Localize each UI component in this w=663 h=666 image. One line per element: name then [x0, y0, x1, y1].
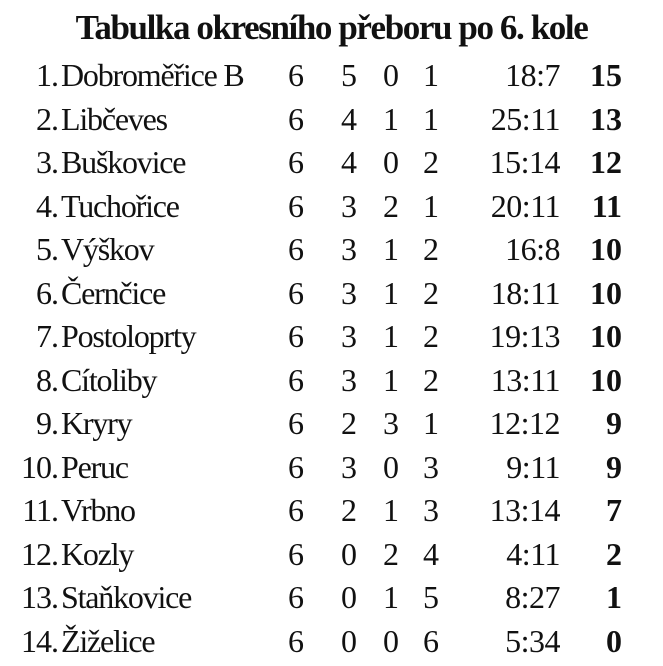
played-cell: 6: [288, 144, 304, 180]
losses-cell: 6: [423, 622, 439, 659]
team-name-cell: Buškovice: [61, 144, 186, 180]
draws-cell: 0: [383, 144, 399, 180]
wins-cell: 2: [341, 492, 357, 528]
score-cell: 18:11: [490, 274, 560, 311]
position-cell: 14.: [21, 622, 58, 659]
wins-cell: 3: [341, 361, 357, 398]
losses-cell: 3: [423, 448, 439, 485]
losses-cell: 1: [423, 405, 439, 441]
points-cell: 11: [591, 187, 622, 224]
table-row: [0, 533, 663, 577]
table-row: [0, 141, 663, 185]
draws-cell: 1: [383, 492, 399, 528]
played-cell: 6: [288, 231, 304, 267]
losses-cell: 2: [423, 274, 439, 311]
wins-cell: 3: [341, 318, 357, 354]
points-cell: 10: [590, 361, 622, 398]
position-cell: 10.: [21, 448, 58, 485]
losses-cell: 5: [423, 579, 439, 615]
position-cell: 3.: [36, 144, 58, 180]
losses-cell: 2: [423, 361, 439, 398]
team-name-cell: Cítoliby: [61, 361, 157, 398]
score-cell: 20:11: [490, 187, 560, 224]
team-name-cell: Výškov: [61, 231, 154, 267]
played-cell: 6: [288, 100, 304, 137]
wins-cell: 2: [341, 405, 357, 441]
played-cell: 6: [288, 57, 304, 93]
team-name-cell: Žiželice: [61, 622, 155, 659]
points-cell: 10: [590, 274, 622, 311]
points-cell: 1: [606, 579, 622, 615]
table-row: [0, 185, 663, 229]
table-row: [0, 359, 663, 403]
losses-cell: 1: [423, 187, 439, 224]
team-name-cell: Kryry: [61, 405, 132, 441]
played-cell: 6: [288, 274, 304, 311]
position-cell: 4.: [36, 187, 58, 224]
points-cell: 9: [606, 405, 622, 441]
losses-cell: 2: [423, 231, 439, 267]
score-cell: 9:11: [506, 448, 560, 485]
position-cell: 9.: [36, 405, 58, 441]
position-cell: 1.: [36, 57, 58, 93]
score-cell: 12:12: [489, 405, 560, 441]
points-cell: 0: [606, 622, 622, 659]
points-cell: 7: [606, 492, 622, 528]
played-cell: 6: [288, 535, 304, 572]
table-row: [0, 272, 663, 316]
team-name-cell: Kozly: [61, 535, 134, 572]
team-name-cell: Černčice: [61, 274, 166, 311]
points-cell: 10: [590, 231, 622, 267]
table-title: Tabulka okresního přeboru po 6. kole: [75, 8, 588, 47]
draws-cell: 1: [383, 318, 399, 354]
position-cell: 6.: [36, 274, 58, 311]
losses-cell: 1: [423, 100, 439, 137]
played-cell: 6: [288, 622, 304, 659]
team-name-cell: Peruc: [61, 448, 128, 485]
played-cell: 6: [288, 579, 304, 615]
played-cell: 6: [288, 187, 304, 224]
position-cell: 8.: [36, 361, 58, 398]
team-name-cell: Tuchořice: [61, 187, 179, 224]
played-cell: 6: [288, 492, 304, 528]
played-cell: 6: [288, 361, 304, 398]
points-cell: 13: [590, 100, 622, 137]
wins-cell: 3: [341, 187, 357, 224]
wins-cell: 5: [341, 57, 357, 93]
score-cell: 13:11: [490, 361, 560, 398]
played-cell: 6: [288, 405, 304, 441]
score-cell: 18:7: [505, 57, 560, 93]
draws-cell: 3: [383, 405, 399, 441]
losses-cell: 2: [423, 318, 439, 354]
table-row: [0, 402, 663, 446]
draws-cell: 0: [383, 57, 399, 93]
score-cell: 4:11: [506, 535, 560, 572]
wins-cell: 0: [341, 579, 357, 615]
table-row: [0, 489, 663, 533]
position-cell: 7.: [36, 318, 58, 354]
wins-cell: 3: [341, 274, 357, 311]
score-cell: 5:34: [505, 622, 560, 659]
losses-cell: 2: [423, 144, 439, 180]
team-name-cell: Staňkovice: [61, 579, 192, 615]
table-row: [0, 228, 663, 272]
points-cell: 9: [606, 448, 622, 485]
position-cell: 5.: [36, 231, 58, 267]
wins-cell: 3: [341, 448, 357, 485]
score-cell: 15:14: [489, 144, 560, 180]
score-cell: 8:27: [505, 579, 560, 615]
team-name-cell: Vrbno: [61, 492, 135, 528]
score-cell: 13:14: [489, 492, 560, 528]
wins-cell: 3: [341, 231, 357, 267]
draws-cell: 0: [383, 622, 399, 659]
table-row: [0, 576, 663, 620]
score-cell: 16:8: [505, 231, 560, 267]
draws-cell: 1: [383, 231, 399, 267]
draws-cell: 2: [383, 535, 399, 572]
points-cell: 12: [590, 144, 622, 180]
position-cell: 12.: [21, 535, 58, 572]
team-name-cell: Libčeves: [61, 100, 167, 137]
wins-cell: 0: [341, 622, 357, 659]
wins-cell: 0: [341, 535, 357, 572]
points-cell: 10: [590, 318, 622, 354]
losses-cell: 3: [423, 492, 439, 528]
wins-cell: 4: [341, 100, 357, 137]
draws-cell: 1: [383, 100, 399, 137]
played-cell: 6: [288, 318, 304, 354]
draws-cell: 0: [383, 448, 399, 485]
played-cell: 6: [288, 448, 304, 485]
points-cell: 2: [606, 535, 622, 572]
table-row: [0, 54, 663, 98]
team-name-cell: Postoloprty: [61, 318, 196, 354]
position-cell: 11.: [22, 492, 58, 528]
losses-cell: 4: [423, 535, 439, 572]
score-cell: 19:13: [489, 318, 560, 354]
position-cell: 2.: [36, 100, 58, 137]
team-name-cell: Dobroměřice B: [61, 57, 244, 93]
points-cell: 15: [590, 57, 622, 93]
draws-cell: 1: [383, 361, 399, 398]
table-row: [0, 446, 663, 490]
position-cell: 13.: [21, 579, 58, 615]
draws-cell: 1: [383, 274, 399, 311]
table-row: [0, 98, 663, 142]
draws-cell: 1: [383, 579, 399, 615]
draws-cell: 2: [383, 187, 399, 224]
losses-cell: 1: [423, 57, 439, 93]
wins-cell: 4: [341, 144, 357, 180]
table-row: [0, 315, 663, 359]
table-row: [0, 620, 663, 664]
score-cell: 25:11: [490, 100, 560, 137]
